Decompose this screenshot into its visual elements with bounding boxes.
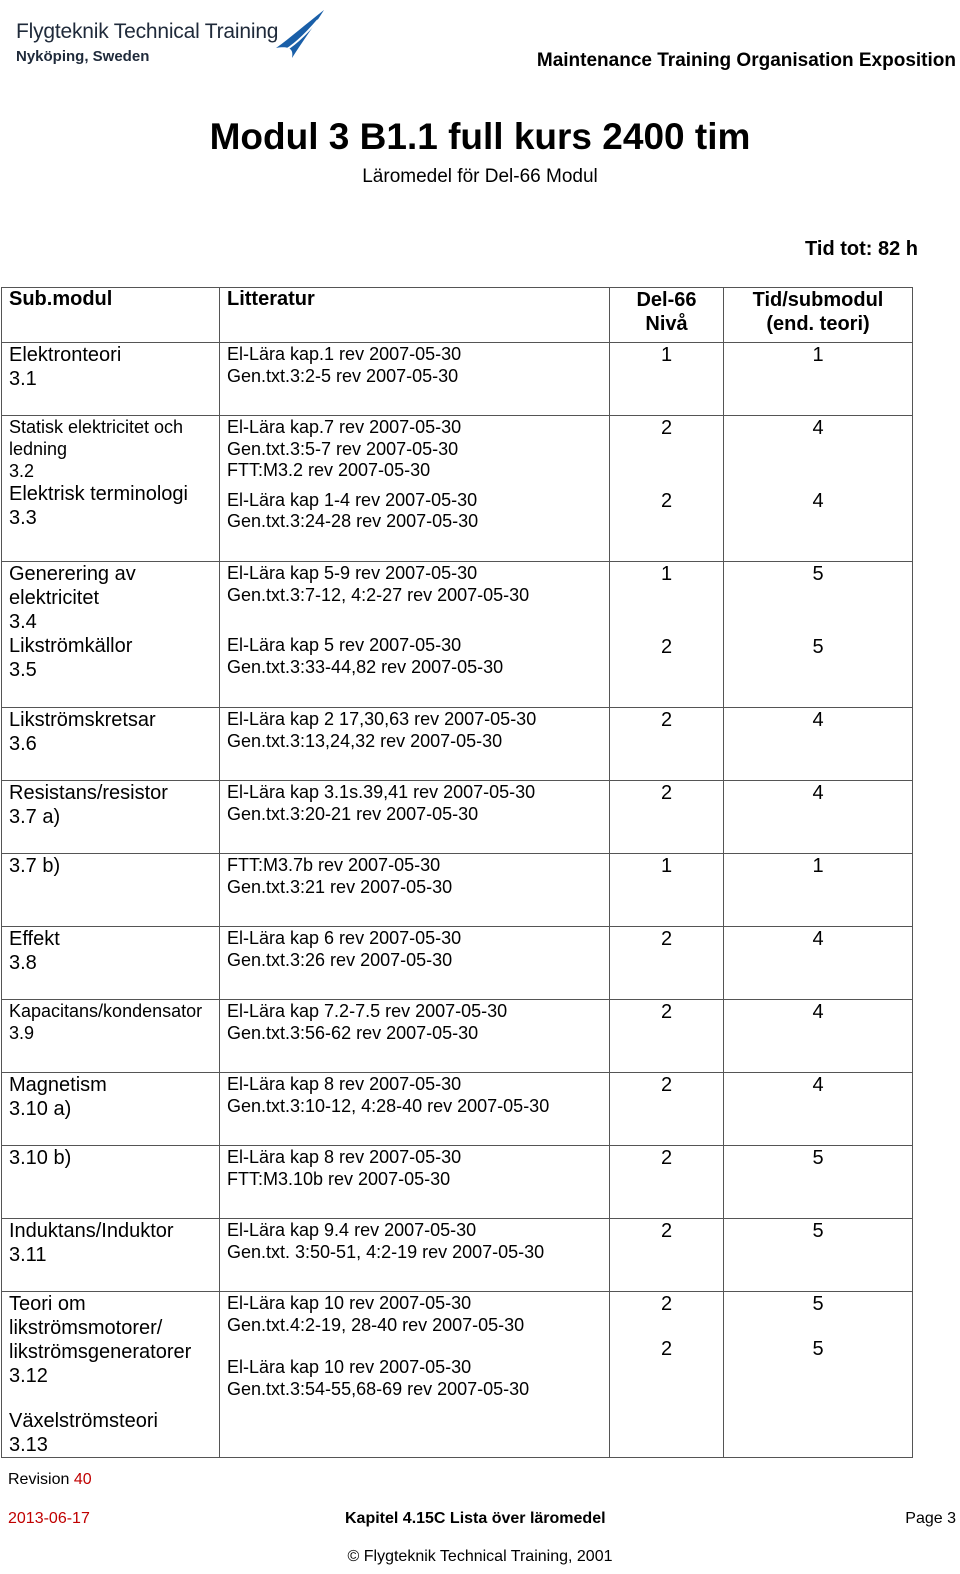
litteratur-cell: [220, 1146, 610, 1219]
niva-cell: [610, 1146, 724, 1219]
submodul-line: likströmsgeneratorer: [9, 1341, 192, 1363]
litteratur-line: El-Lära kap 10 rev 2007-05-30: [227, 1293, 472, 1313]
logo-text-line1: Flygteknik Technical Training: [16, 20, 279, 43]
submodul-line: 3.7 a): [9, 806, 61, 828]
litteratur-cell: [220, 1073, 610, 1146]
litteratur-cell: [220, 1292, 610, 1458]
table-row: [2, 1146, 913, 1219]
airplane-swoosh-icon: [272, 8, 328, 64]
submodul-cell: [2, 416, 220, 562]
submodul-line: Magnetism: [9, 1074, 107, 1096]
submodul-cell: [2, 1219, 220, 1292]
niva-entry: 1: [660, 855, 673, 877]
literature-table: [1, 287, 913, 1458]
header-niva-line: Del-66: [636, 289, 697, 311]
litteratur-cell: [220, 1000, 610, 1073]
litteratur-cell: [220, 927, 610, 1000]
header-submodul: Sub.modul: [2, 288, 220, 343]
tid-entry: 1: [812, 855, 824, 877]
submodul-cell: [2, 927, 220, 1000]
revision-number: 40: [73, 1471, 92, 1488]
submodul-line: 3.6: [9, 733, 37, 755]
litteratur-line: El-Lära kap 8 rev 2007-05-30: [227, 1074, 462, 1094]
litteratur-line: Gen.txt.3:10-12, 4:28-40 rev 2007-05-30: [227, 1095, 550, 1116]
niva-entry: 1: [660, 563, 673, 585]
submodul-line: 3.12: [9, 1365, 48, 1387]
submodul-entry: [2, 1073, 219, 1121]
submodul-line: 3.3: [9, 507, 37, 529]
tid-entry: 5: [812, 1147, 824, 1169]
revision: [8, 1471, 92, 1489]
niva-entry: 2: [660, 490, 673, 512]
litteratur-line: El-Lära kap 6 rev 2007-05-30: [227, 928, 462, 948]
revision-label: Revision: [8, 1471, 70, 1488]
litteratur-line: Gen.txt. 3:50-51, 4:2-19 rev 2007-05-30: [227, 1241, 545, 1262]
submodul-entry: [2, 482, 219, 530]
tid-entry: 4: [812, 1074, 824, 1096]
submodul-line: 3.1: [9, 368, 37, 390]
litteratur-line: El-Lära kap.7 rev 2007-05-30: [227, 417, 462, 437]
tid-entry: 5: [812, 1220, 824, 1242]
submodul-line: 3.11: [9, 1244, 47, 1266]
tid-entry: 5: [812, 1293, 824, 1315]
litteratur-cell: [220, 416, 610, 562]
litteratur-line: El-Lära kap 5 rev 2007-05-30: [227, 635, 462, 655]
litteratur-line: FTT:M3.10b rev 2007-05-30: [227, 1168, 451, 1189]
table-row: [2, 416, 913, 562]
litteratur-entry: [220, 781, 609, 825]
submodul-cell: [2, 781, 220, 854]
tid-cell: [724, 1292, 913, 1458]
table-row: [2, 708, 913, 781]
litteratur-entry: [220, 1073, 609, 1117]
tid-cell: [724, 562, 913, 708]
table-row: [2, 1292, 913, 1458]
submodul-line: Elektronteori: [9, 344, 122, 366]
header-litteratur: Litteratur: [220, 288, 610, 343]
litteratur-cell: [220, 781, 610, 854]
niva-entry: 2: [660, 1338, 673, 1360]
niva-entry: 2: [660, 1147, 673, 1169]
tid-entry: 4: [812, 1001, 824, 1023]
table-row: [2, 927, 913, 1000]
table-row: [2, 343, 913, 416]
header-tid-line: (end. teori): [766, 313, 870, 335]
litteratur-cell: [220, 1219, 610, 1292]
submodul-line: Effekt: [9, 928, 60, 950]
submodul-entry: [2, 1000, 219, 1044]
submodul-entry: [2, 1219, 219, 1267]
submodul-cell: [2, 1000, 220, 1073]
tid-cell: [724, 343, 913, 416]
niva-entry: 2: [660, 1001, 673, 1023]
submodul-entry: [2, 927, 219, 975]
table-row: [2, 562, 913, 708]
submodul-line: 3.10 a): [9, 1098, 72, 1120]
litteratur-entry: [220, 1000, 609, 1044]
litteratur-line: El-Lära kap 1-4 rev 2007-05-30: [227, 489, 478, 510]
tid-cell: [724, 1146, 913, 1219]
litteratur-line: El-Lära kap 3.1s.39,41 rev 2007-05-30: [227, 782, 536, 802]
tid-entry: 5: [812, 636, 824, 658]
submodul-line: 3.10 b): [9, 1147, 72, 1169]
header-tid: [724, 288, 913, 343]
total-time: Tid tot: 82 h: [805, 238, 918, 260]
litteratur-line: El-Lära kap 10 rev 2007-05-30: [227, 1357, 472, 1377]
litteratur-line: El-Lära kap.1 rev 2007-05-30: [227, 344, 462, 364]
submodul-line: Teori om: [9, 1293, 86, 1315]
litteratur-cell: [220, 708, 610, 781]
litteratur-entry: [220, 490, 609, 533]
submodul-entry: [2, 562, 219, 634]
submodul-line: Induktans/Induktor: [9, 1220, 174, 1242]
tid-cell: [724, 854, 913, 927]
submodul-entry: [2, 416, 219, 482]
litteratur-line: Gen.txt.3:20-21 rev 2007-05-30: [227, 803, 479, 824]
litteratur-entry: [220, 927, 609, 971]
submodul-line: elektricitet: [9, 587, 100, 609]
submodul-entry: [2, 781, 219, 829]
submodul-entry: [2, 708, 219, 756]
submodul-line: 3.5: [9, 659, 37, 681]
submodul-cell: [2, 1146, 220, 1219]
litteratur-entry: [220, 1292, 609, 1336]
litteratur-line: Gen.txt.3:13,24,32 rev 2007-05-30: [227, 730, 503, 751]
litteratur-line: Gen.txt.3:54-55,68-69 rev 2007-05-30: [227, 1378, 530, 1399]
litteratur-line: Gen.txt.3:21 rev 2007-05-30: [227, 876, 453, 897]
tid-cell: [724, 1000, 913, 1073]
litteratur-line: Gen.txt.3:33-44,82 rev 2007-05-30: [227, 656, 504, 677]
niva-cell: [610, 1073, 724, 1146]
submodul-line: 3.2: [9, 461, 35, 481]
tid-entry: 4: [812, 709, 824, 731]
niva-entry: 2: [660, 709, 673, 731]
footer-chapter: Kapitel 4.15C Lista över läromedel: [345, 1510, 606, 1527]
litteratur-line: Gen.txt.3:24-28 rev 2007-05-30: [227, 511, 479, 531]
table-row: [2, 1219, 913, 1292]
submodul-line: Likströmkällor: [9, 635, 133, 657]
litteratur-line: El-Lära kap 2 17,30,63 rev 2007-05-30: [227, 709, 537, 729]
submodul-entry: [2, 854, 219, 878]
submodul-cell: [2, 854, 220, 927]
tid-entry: 1: [812, 344, 824, 366]
niva-cell: [610, 1292, 724, 1458]
tid-cell: [724, 927, 913, 1000]
tid-entry: 4: [812, 490, 824, 512]
submodul-line: 3.13: [9, 1434, 48, 1456]
table-row: [2, 1073, 913, 1146]
niva-entry: 2: [660, 782, 673, 804]
niva-cell: [610, 854, 724, 927]
submodul-cell: [2, 708, 220, 781]
tid-entry: 5: [812, 1338, 824, 1360]
litteratur-cell: [220, 854, 610, 927]
niva-cell: [610, 416, 724, 562]
submodul-line: Elektrisk terminologi: [9, 483, 188, 505]
litteratur-line: El-Lära kap 8 rev 2007-05-30: [227, 1147, 462, 1167]
company-logo: [14, 8, 314, 70]
litteratur-line: Gen.txt.3:26 rev 2007-05-30: [227, 949, 453, 970]
litteratur-line: Gen.txt.3:5-7 rev 2007-05-30: [227, 438, 459, 459]
litteratur-line: FTT:M3.2 rev 2007-05-30: [227, 460, 431, 480]
submodul-line: 3.4: [9, 611, 37, 633]
niva-cell: [610, 1000, 724, 1073]
tid-cell: [724, 1219, 913, 1292]
tid-entry: 5: [812, 563, 824, 585]
niva-cell: [610, 1219, 724, 1292]
submodul-entry: [2, 1146, 219, 1170]
submodul-line: Växelströmsteori: [9, 1410, 158, 1432]
litteratur-line: El-Lära kap 7.2-7.5 rev 2007-05-30: [227, 1001, 508, 1021]
logo-text-line2: Nyköping, Sweden: [16, 48, 150, 65]
litteratur-line: Gen.txt.3:56-62 rev 2007-05-30: [227, 1022, 479, 1043]
niva-entry: 2: [660, 1074, 673, 1096]
submodul-line: Statisk elektricitet och: [9, 417, 184, 437]
litteratur-line: El-Lära kap 5-9 rev 2007-05-30: [227, 563, 478, 583]
litteratur-line: Gen.txt.3:7-12, 4:2-27 rev 2007-05-30: [227, 584, 530, 605]
table-header-row: [2, 288, 913, 343]
header-niva-line: Nivå: [645, 313, 688, 335]
tid-entry: 4: [812, 417, 824, 439]
litteratur-entry: [220, 343, 609, 387]
footer-page: Page 3: [905, 1510, 956, 1527]
litteratur-entry: [220, 416, 609, 482]
submodul-line: 3.9: [9, 1023, 35, 1043]
submodul-line: likströmsmotorer/: [9, 1317, 163, 1339]
page-subtitle: Läromedel för Del-66 Modul: [362, 166, 598, 187]
submodul-cell: [2, 1292, 220, 1458]
tid-entry: 4: [812, 782, 824, 804]
submodul-cell: [2, 1073, 220, 1146]
table-row: [2, 781, 913, 854]
niva-entry: 2: [660, 636, 673, 658]
litteratur-entry: [220, 1219, 609, 1263]
litteratur-line: FTT:M3.7b rev 2007-05-30: [227, 855, 441, 875]
litteratur-entry: [220, 562, 609, 606]
niva-cell: [610, 562, 724, 708]
litteratur-line: El-Lära kap 9.4 rev 2007-05-30: [227, 1220, 477, 1240]
submodul-entry: [2, 1409, 219, 1457]
niva-entry: 1: [660, 344, 673, 366]
tid-cell: [724, 708, 913, 781]
page-title: Modul 3 B1.1 full kurs 2400 tim: [209, 116, 751, 157]
copyright: © Flygteknik Technical Training, 2001: [347, 1548, 613, 1565]
footer-date: 2013-06-17: [8, 1510, 90, 1527]
table-row: [2, 1000, 913, 1073]
niva-cell: [610, 343, 724, 416]
header-tid-line: Tid/submodul: [752, 289, 884, 311]
submodul-line: Likströmskretsar: [9, 709, 156, 731]
submodul-line: Kapacitans/kondensator: [9, 1001, 203, 1021]
niva-cell: [610, 708, 724, 781]
document-series-title: Maintenance Training Organisation Exposition: [536, 50, 956, 71]
submodul-cell: [2, 562, 220, 708]
litteratur-line: Gen.txt.4:2-19, 28-40 rev 2007-05-30: [227, 1314, 525, 1335]
niva-cell: [610, 927, 724, 1000]
submodul-entry: [2, 343, 219, 391]
litteratur-entry: [220, 854, 609, 898]
submodul-line: Resistans/resistor: [9, 782, 168, 804]
litteratur-cell: [220, 562, 610, 708]
litteratur-entry: [220, 1357, 609, 1400]
submodul-cell: [2, 343, 220, 416]
submodul-line: ledning: [9, 439, 68, 459]
niva-cell: [610, 781, 724, 854]
litteratur-line: Gen.txt.3:2-5 rev 2007-05-30: [227, 365, 459, 386]
niva-entry: 2: [660, 1220, 673, 1242]
submodul-entry: [2, 634, 219, 682]
tid-entry: 4: [812, 928, 824, 950]
tid-cell: [724, 1073, 913, 1146]
submodul-entry: [2, 1292, 219, 1388]
submodul-line: 3.8: [9, 952, 37, 974]
table-row: [2, 854, 913, 927]
niva-entry: 2: [660, 928, 673, 950]
litteratur-entry: [220, 635, 609, 678]
niva-entry: 2: [660, 417, 673, 439]
submodul-line: 3.7 b): [9, 855, 61, 877]
niva-entry: 2: [660, 1293, 673, 1315]
tid-cell: [724, 781, 913, 854]
tid-cell: [724, 416, 913, 562]
submodul-line: Generering av: [9, 563, 136, 585]
header-niva: [610, 288, 724, 343]
litteratur-entry: [220, 1146, 609, 1190]
litteratur-cell: [220, 343, 610, 416]
litteratur-entry: [220, 708, 609, 752]
